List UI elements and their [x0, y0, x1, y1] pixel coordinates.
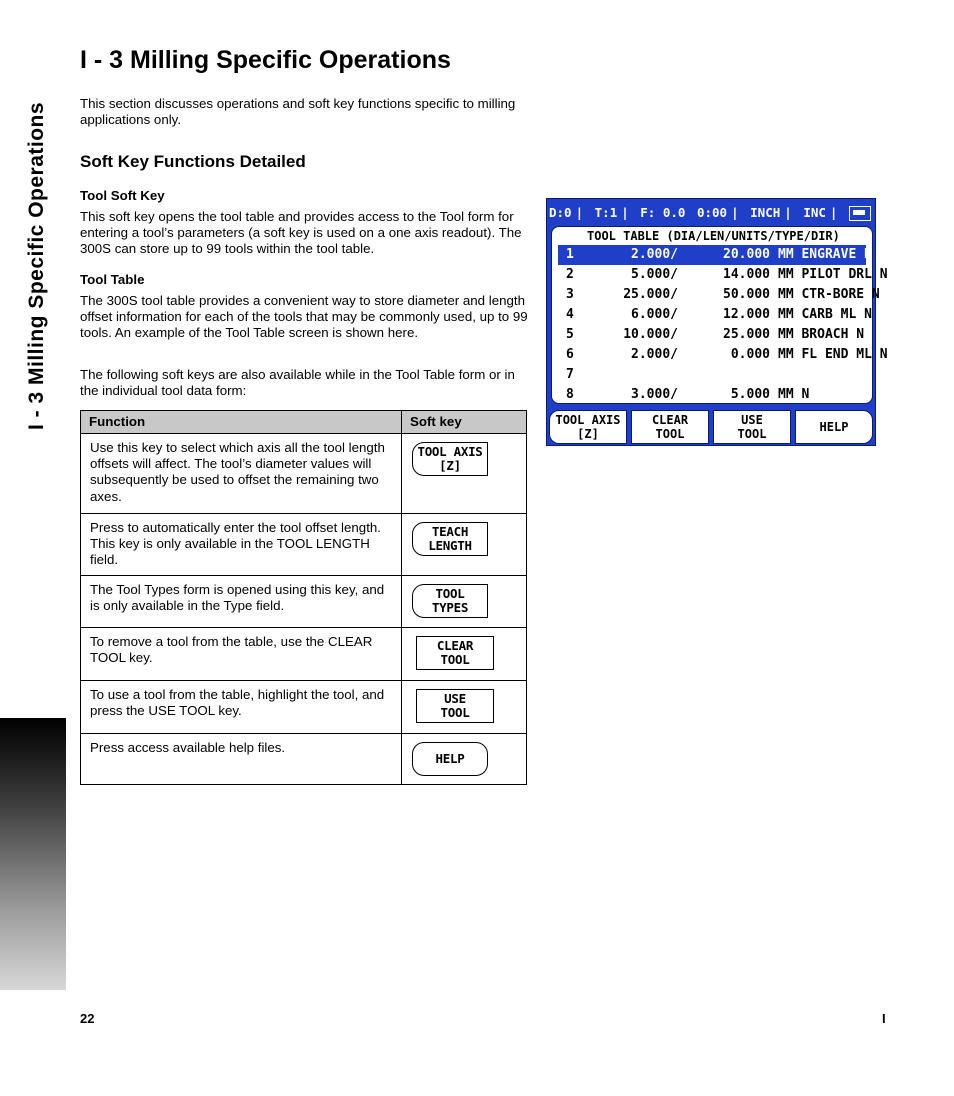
table-row[interactable]: 5 10.000/ 25.000 MM BROACH N	[566, 327, 865, 342]
intro-paragraph: This section discusses operations and soft key functions specific to milling applications only.	[80, 96, 516, 128]
table-header-row	[81, 411, 527, 434]
status-bar: D:0 | T:1 | F: 0.0 0:00 | INCH | INC |	[549, 202, 871, 224]
chapter-tab	[0, 718, 66, 990]
tool-softkey-heading: Tool Soft Key	[80, 188, 165, 203]
tool-table-heading: Tool Table	[80, 272, 145, 287]
section-heading: Soft Key Functions Detailed	[80, 152, 306, 171]
table-row	[81, 434, 527, 514]
teach-length-softkey[interactable]: TEACH LENGTH	[412, 522, 488, 556]
page-number: 22	[80, 1011, 95, 1026]
side-chapter-title: I - 3 Milling Specific Operations	[25, 101, 48, 430]
table-row[interactable]: 8 3.000/ 5.000 MM N	[566, 387, 810, 402]
screen-tool-axis-softkey[interactable]: TOOL AXIS [Z]	[549, 410, 627, 444]
table-row[interactable]: 7	[566, 367, 574, 382]
status-mode: INC	[803, 205, 826, 220]
table-row-selected[interactable]: 1 2.000/ 20.000 MM ENGRAVE N	[558, 245, 866, 265]
status-f: F: 0.0	[640, 205, 686, 220]
screen-help-softkey[interactable]: HELP	[795, 410, 873, 444]
function-text: Use this key to select which axis all the tool length offsets will affect. The tool’s diameter values will subsequently be used to offset the remaining two axes.	[81, 434, 402, 514]
tool-softkey-text: This soft key opens the tool table and provides access to the Tool form for entering a tool’s parameters (a soft key is used on a one axis readout). The 300S can store up to 99 tools within the tool table.	[80, 209, 522, 257]
tool-table-header: TOOL TABLE (DIA/LEN/UNITS/TYPE/DIR)	[587, 229, 840, 243]
screen-softkey-row	[547, 410, 877, 444]
table-row[interactable]: 4 6.000/ 12.000 MM CARB ML N	[566, 307, 872, 322]
chapter-marker: I	[882, 1011, 886, 1026]
tool-table-box	[551, 226, 888, 404]
function-text: To use a tool from the table, highlight the tool, and press the USE TOOL key.	[81, 681, 402, 734]
table-row[interactable]: 3 25.000/ 50.000 MM CTR-BORE N	[566, 287, 880, 302]
function-text: Press access available help files.	[81, 734, 402, 785]
table-row[interactable]: 2 5.000/ 14.000 MM PILOT DRL N	[566, 267, 888, 282]
table-row	[81, 514, 527, 576]
table-row	[81, 681, 527, 734]
tool-table-text2: The following soft keys are also available while in the Tool Table form or in the individual tool data form:	[80, 367, 515, 399]
table-row	[81, 628, 527, 681]
clear-tool-softkey[interactable]: CLEAR TOOL	[416, 636, 494, 670]
tool-types-softkey[interactable]: TOOL TYPES	[412, 584, 488, 618]
function-text: To remove a tool from the table, use the CLEAR TOOL key.	[81, 628, 402, 681]
header-softkey: Soft key	[402, 411, 527, 434]
function-text: The Tool Types form is opened using this key, and is only available in the Type field.	[81, 576, 402, 628]
status-time: 0:00	[696, 205, 728, 220]
tool-table-text: The 300S tool table provides a convenient way to store diameter and length offset information for each of the tools that may be commonly used, up to 99 tools. An example of the Tool Table screen is shown here.	[80, 293, 528, 341]
screen-clear-tool-softkey[interactable]: CLEAR TOOL	[631, 410, 709, 444]
use-tool-softkey[interactable]: USE TOOL	[416, 689, 494, 723]
screen-use-tool-softkey[interactable]: USE TOOL	[713, 410, 791, 444]
function-table	[80, 410, 527, 785]
function-text: Press to automatically enter the tool offset length. This key is only available in the TOOL LENGTH field.	[81, 514, 402, 576]
tool-table-screen	[546, 198, 888, 446]
table-row	[81, 576, 527, 628]
tool-icon	[849, 206, 871, 221]
help-softkey[interactable]: HELP	[412, 742, 488, 776]
page-title: I - 3 Milling Specific Operations	[80, 46, 451, 74]
status-units: INCH	[750, 205, 781, 220]
table-row[interactable]: 6 2.000/ 0.000 MM FL END ML N	[566, 347, 888, 362]
status-t: T:1	[594, 205, 618, 220]
status-d: D:0	[549, 205, 572, 220]
header-function: Function	[81, 411, 402, 434]
tool-axis-softkey[interactable]: TOOL AXIS [Z]	[412, 442, 488, 476]
table-row	[81, 734, 527, 785]
